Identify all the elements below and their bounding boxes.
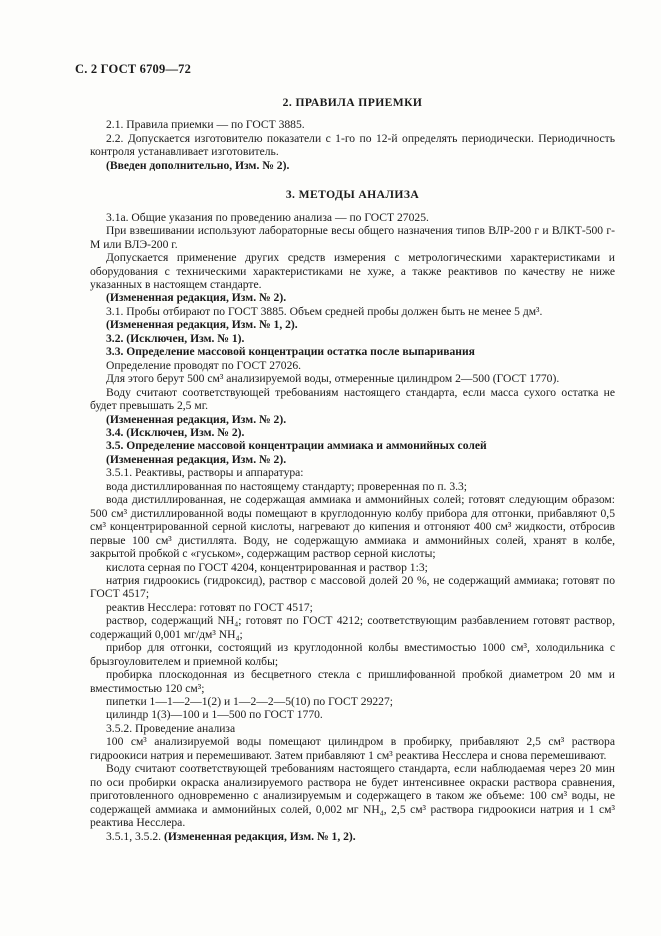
- paragraph-weighing: При взвешивании используют лабораторные весы общего назначения типов ВЛР-200 г и ВЛКТ-500 г-М или ВЛЭ-200 г.: [90, 224, 615, 251]
- heading-3-3: 3.3. Определение массовой концентрации остатка после выпаривания: [106, 345, 475, 359]
- analysis-criterion: Воду считают соответствующей требованиям настоящего стандарта, если наблюдаемая через 20 мин по оси пробирки окраска анализируемого раствора не будет интенсивнее окраски раствора сравнения, приготовленного одновременно с анализируемым и содержащего в таком же объеме: 100 см³ воды, не содержащей аммиака и аммонийных солей, 0,002 мг NH₄, 2,5 см³ раствора гидроокиси натрия и 1 см³ реактива Несслера.: [90, 762, 615, 830]
- paragraph-allowed-instruments: Допускается применение других средств измерения с метрологическими характеристиками и оборудования с техническими характеристиками не хуже, а также реактивов по качеству не ниже указанных в настоящем стандарте.: [90, 251, 615, 291]
- page-header: С. 2 ГОСТ 6709—72: [75, 62, 192, 76]
- paragraph-2-2: 2.2. Допускается изготовителю показатели с 1-го по 12-й определять периодически. Периодичность контроля устанавливает изготовитель.: [90, 131, 615, 159]
- apparatus-test-tube: пробирка плоскодонная из бесцветного стекла с пришлифованной пробкой диаметром 20 мм и вместимостью 120 см³;: [90, 668, 615, 695]
- amendment-note-3-5-final: (Измененная редакция, Изм. № 1, 2).: [163, 829, 356, 843]
- document-body: [90, 96, 615, 843]
- apparatus-cylinder: цилиндр 1(3)—100 и 1—500 по ГОСТ 1770.: [106, 708, 323, 722]
- reagent-sulfuric-acid: кислота серная по ГОСТ 4204, концентрированная и раствор 1:3;: [106, 560, 428, 574]
- paragraph-3-3-criterion: Воду считают соответствующей требованиям настоящего стандарта, если масса сухого остатка не будет превышать 2,5 мг.: [90, 385, 615, 413]
- final-clause-numbers: 3.5.1, 3.5.2.: [106, 829, 162, 843]
- paragraph-3-4-excluded: 3.4. (Исключен, Изм. № 2).: [106, 425, 245, 439]
- apparatus-pipettes: пипетки 1—1—2—1(2) и 1—2—2—5(10) по ГОСТ 29227;: [106, 695, 393, 709]
- paragraph-3-5-1: 3.5.1. Реактивы, растворы и аппаратура:: [106, 466, 304, 480]
- heading-3-5: 3.5. Определение массовой концентрации аммиака и аммонийных солей: [106, 439, 487, 453]
- analysis-procedure: 100 см³ анализируемой воды помещают цилиндром в пробирку, прибавляют 2,5 см³ раствора гидроокиси натрия и перемешивают. Затем прибавляют 1 см³ реактива Несслера и снова перемешивают.: [90, 735, 615, 762]
- paragraph-3-5-2: 3.5.2. Проведение анализа: [106, 721, 236, 735]
- paragraph-2-1: 2.1. Правила приемки — по ГОСТ 3885.: [106, 118, 305, 132]
- reagent-distilled-water: вода дистиллированная по настоящему стандарту; проверенная по п. 3.3;: [106, 479, 468, 493]
- reagent-sodium-hydroxide: натрия гидроокись (гидроксид), раствор с массовой долей 20 %, не содержащий аммиака; готовят по ГОСТ 4517;: [90, 573, 615, 601]
- amendment-note-3-3: (Измененная редакция, Изм. № 2).: [106, 412, 287, 426]
- amendment-note-3-1a: (Измененная редакция, Изм. № 2).: [106, 291, 287, 305]
- paragraph-3-1a: 3.1а. Общие указания по проведению анализа — по ГОСТ 27025.: [106, 210, 429, 224]
- paragraph-3-1: 3.1. Пробы отбирают по ГОСТ 3885. Объем средней пробы должен быть не менее 5 дм³.: [106, 304, 543, 318]
- final-amendment-line: [90, 830, 615, 843]
- paragraph-3-3-method: Определение проводят по ГОСТ 27026.: [106, 358, 302, 372]
- reagent-nessler: реактив Несслера: готовят по ГОСТ 4517;: [106, 600, 313, 614]
- section-2-title: 2. ПРАВИЛА ПРИЕМКИ: [282, 96, 423, 109]
- paragraph-3-2-excluded: 3.2. (Исключен, Изм. № 1).: [106, 331, 245, 345]
- section-3-title: 3. МЕТОДЫ АНАЛИЗА: [285, 188, 420, 202]
- amendment-note-3-1: (Измененная редакция, Изм. № 1, 2).: [106, 318, 298, 332]
- reagent-nh4-solution: раствор, содержащий NH₄; готовят по ГОСТ 4212; соответствующим разбавлением готовят раствор, содержащий 0,001 мг/дм³ NH₄;: [90, 614, 615, 641]
- amendment-note-2-2: (Введен дополнительно, Изм. № 2).: [106, 158, 290, 172]
- apparatus-distillation: прибор для отгонки, состоящий из круглодонной колбы вместимостью 1000 см³, холодильника с брызгоуловителем и приемной колбы;: [90, 641, 615, 668]
- reagent-ammonia-free-water: вода дистиллированная, не содержащая аммиака и аммонийных солей; готовят следующим образом: 500 см³ дистиллированной воды помещают в круглодонную колбу прибора для отгонки, прибавляют 0,5 см³ концентрированной серной кислоты, нагревают до кипения и отгоняют 400 см³ жидкости, отбросив первые 100 см³ дистиллята. Воду, не содержащую аммиака и аммонийных солей, хранят в колбе, закрытой пробкой с «гуськом», содержащим раствор серной кислоты;: [90, 493, 615, 561]
- amendment-note-3-5: (Измененная редакция, Изм. № 2).: [106, 452, 287, 466]
- paragraph-3-3-sample: Для этого берут 500 см³ анализируемой воды, отмеренные цилиндром 2—500 (ГОСТ 1770).: [106, 372, 560, 386]
